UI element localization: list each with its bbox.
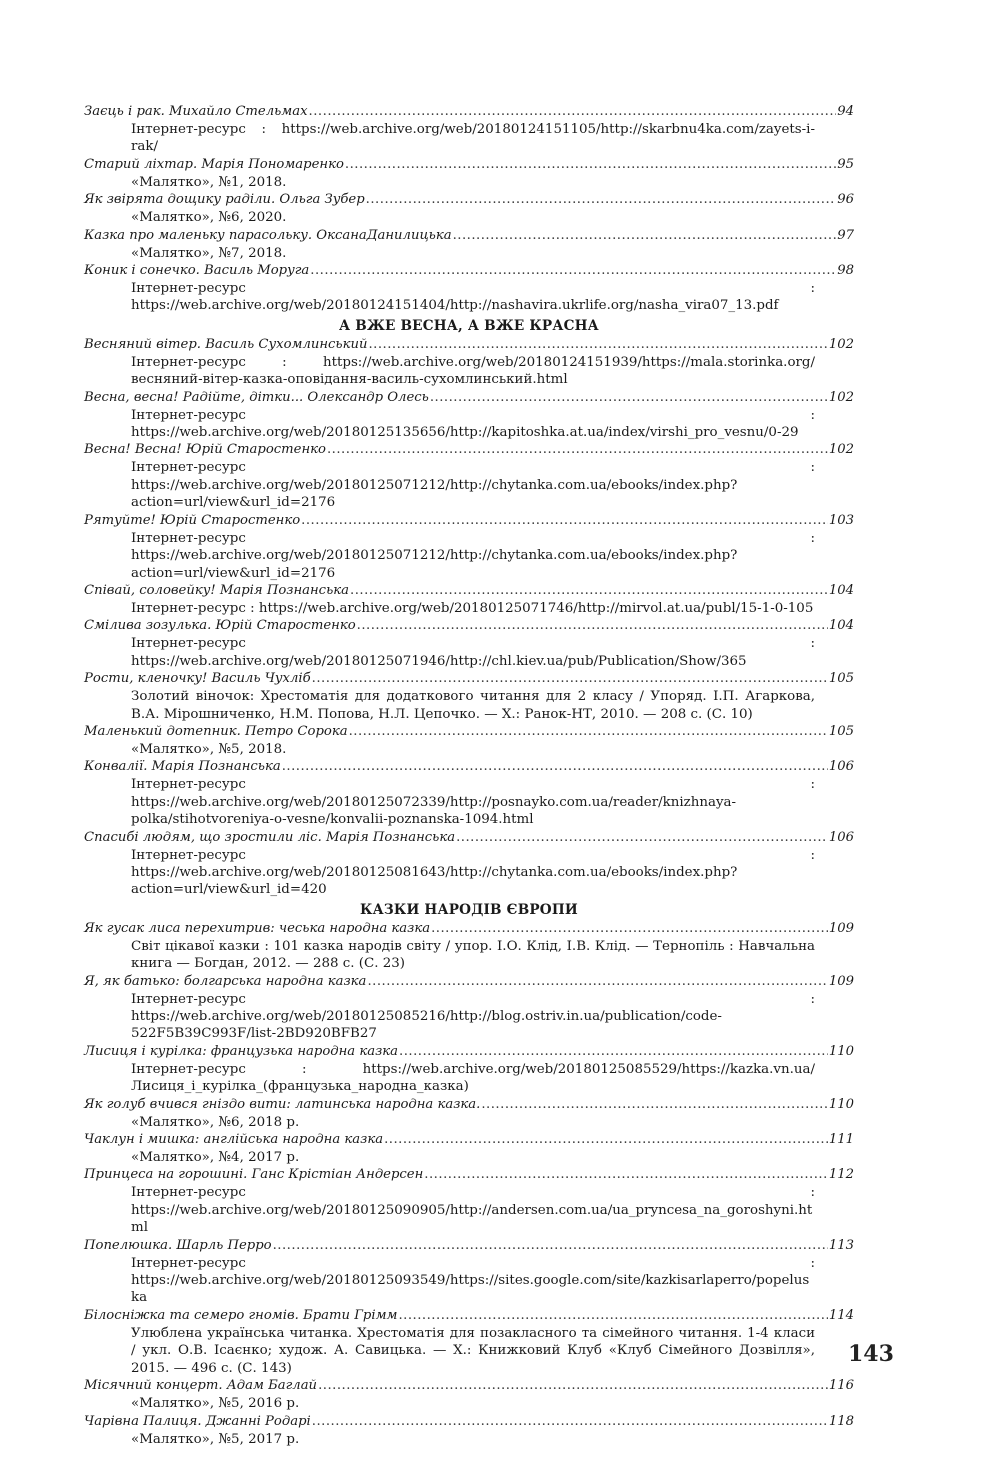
entry-source: Інтернет-ресурс : https://web.archive.org/web/20180125085529/https://kazka.vn.ua/Лисиця_і_курілка_(французька_народна_казка)	[131, 1061, 815, 1095]
entry-page: 94	[837, 104, 854, 119]
dot-leader	[368, 336, 827, 354]
entry-title-line	[84, 227, 854, 245]
dot-leader	[357, 617, 828, 635]
entry-page: 105	[828, 723, 854, 739]
entry-title-line	[84, 441, 854, 459]
toc-entry	[84, 758, 854, 828]
entry-title: Казка про маленьку парасольку. ОксанаДанилицька	[84, 227, 452, 243]
dot-leader	[398, 1307, 827, 1325]
dot-leader	[384, 1131, 828, 1149]
entry-title: Принцеса на горошині. Ганс Крістіан Андерсен	[84, 1167, 424, 1183]
entry-page: 118	[828, 1413, 854, 1429]
dot-leader	[309, 103, 837, 121]
entry-title-line	[84, 336, 854, 354]
dot-leader	[301, 512, 828, 530]
entry-title: Рости, кленочку! Василь Чухліб	[84, 671, 311, 687]
entry-source: Інтернет-ресурс : https://web.archive.org/web/20180125071212/http://chytanka.com.ua/ebooks/index.php?action=url/view&url_id=2176	[131, 460, 815, 511]
table-of-contents	[84, 103, 854, 1448]
toc-entry	[84, 1307, 854, 1377]
entry-source: Золотий віночок: Хрестоматія для додаткового читання для 2 класу / Упоряд. І.П. Агаркова, В.А. Мірошниченко, Н.М. Попова, Н.Л. Цепочко. — Х.: Ранок-НТ, 2010. — 208 с. (С. 10)	[131, 689, 815, 722]
entry-title: Як звірята дощику раділи. Ольга Зубер	[84, 192, 365, 208]
entry-title-line	[84, 1413, 854, 1431]
entry-source: «Малятко», №6, 2020.	[131, 210, 287, 226]
entry-title: Як голуб вчився гніздо вити: латинська народна казка.	[84, 1096, 481, 1112]
section-heading: А ВЖЕ ВЕСНА, А ВЖЕ КРАСНА	[339, 317, 599, 334]
entry-page: 110	[828, 1043, 854, 1059]
entry-title: Чаклун і мишка: англійська народна казка	[84, 1132, 384, 1148]
entry-title-line	[84, 512, 854, 530]
entry-source: Інтернет-ресурс : https://web.archive.org/web/20180125090905/http://andersen.com.ua/ua_pryncesa_na_goroshyni.html	[131, 1185, 815, 1236]
dot-leader	[399, 1043, 828, 1061]
entry-title: Я, як батько: болгарська народна казка	[84, 973, 367, 989]
entry-page: 102	[828, 389, 854, 405]
entry-title: Старий ліхтар. Марія Пономаренко	[84, 156, 344, 172]
dot-leader	[312, 1413, 828, 1431]
dot-leader	[345, 156, 836, 174]
entry-source: Інтернет-ресурс : https://web.archive.org/web/20180125081643/http://chytanka.com.ua/ebooks/index.php?action=url/view&url_id=420	[131, 847, 815, 898]
toc-entry	[84, 389, 854, 442]
toc-entry	[84, 262, 854, 315]
dot-leader	[312, 670, 828, 688]
entry-title: Смілива зозулька. Юрій Старостенко	[84, 618, 356, 634]
page-number: 143	[848, 1341, 894, 1367]
toc-entry	[84, 156, 854, 191]
entry-source: Інтернет-ресурс : https://web.archive.org/web/20180124151404/http://nashavira.ukrlife.org/nasha_vira07_13.pdf	[131, 281, 815, 314]
entry-title: Коник і сонечко. Василь Моруга	[84, 263, 310, 279]
entry-page: 105	[828, 671, 854, 687]
dot-leader	[282, 758, 828, 776]
entry-page: 102	[828, 336, 854, 352]
entry-source: Інтернет-ресурс : https://web.archive.org/web/20180125085216/http://blog.ostriv.in.ua/publication/code-522F5B39C993F/list-2BD920BFB27	[131, 991, 815, 1042]
toc-entry	[84, 1131, 854, 1166]
entry-source: «Малятко», №5, 2016 р.	[131, 1396, 300, 1412]
toc-entry	[84, 1237, 854, 1307]
dot-leader	[431, 920, 828, 938]
entry-title: Попелюшка. Шарль Перро	[84, 1237, 272, 1253]
entry-title: Весна! Весна! Юрій Старостенко	[84, 442, 326, 458]
entry-title: Весняний вітер. Василь Сухомлинський	[84, 336, 368, 352]
entry-source: Інтернет-ресурс : https://web.archive.org/web/20180124151105/http://skarbnu4ka.com/zayets-i-rak/	[131, 122, 815, 155]
toc-entry	[84, 336, 854, 389]
entry-title-line	[84, 1131, 854, 1149]
entry-source: «Малятко», №7, 2018.	[131, 245, 287, 261]
entry-title-line	[84, 1307, 854, 1325]
entry-title: Співай, соловейку! Марія Познанська	[84, 582, 349, 598]
dot-leader	[318, 1377, 828, 1395]
entry-page: 113	[828, 1237, 854, 1253]
entry-source: Інтернет-ресурс : https://web.archive.org/web/20180125093549/https://sites.google.com/site/kazkisarlaperro/popeluska	[131, 1255, 815, 1306]
toc-entry	[84, 670, 854, 723]
entry-page: 98	[837, 263, 854, 279]
entry-title: Лисиця і курілка: французька народна казка	[84, 1043, 399, 1059]
toc-entry	[84, 829, 854, 899]
entry-page: 116	[828, 1378, 854, 1394]
toc-entry	[84, 723, 854, 758]
dot-leader	[310, 262, 836, 280]
dot-leader	[366, 191, 837, 209]
entry-source: Інтернет-ресурс : https://web.archive.org/web/20180125072339/http://posnayko.com.ua/reader/knizhnaya-polka/stihotvoreniya-o-vesne/konvalii-poznanska-1094.html	[131, 777, 815, 828]
entry-title: Конвалії. Марія Познанська	[84, 759, 281, 775]
entry-page: 95	[837, 156, 854, 172]
toc-entry	[84, 973, 854, 1043]
dot-leader	[430, 389, 828, 407]
dot-leader	[367, 973, 827, 991]
entry-source: Улюблена українська читанка. Хрестоматія для позакласного та сімейного читання. 1-4 класи / укл. О.В. Ісаєнко; худож. А. Савицька. — Х.: Книжковий Клуб «Клуб Сімейного Дозвілля», 2015. — 496 с. (С. 143)	[131, 1325, 815, 1376]
entry-title-line	[84, 1377, 854, 1395]
entry-title-line	[84, 973, 854, 991]
toc-group	[84, 901, 854, 1448]
entry-page: 110	[828, 1096, 854, 1112]
toc-entry	[84, 227, 854, 262]
entry-title-line	[84, 1166, 854, 1184]
entry-source: Інтернет-ресурс : https://web.archive.org/web/20180125071946/http://chl.kiev.ua/pub/Publication/Show/365	[131, 636, 815, 669]
toc-entry	[84, 1043, 854, 1096]
toc-entry	[84, 617, 854, 670]
entry-page: 109	[828, 973, 854, 989]
dot-leader	[456, 829, 828, 847]
toc-group	[84, 103, 854, 315]
toc-entry	[84, 1166, 854, 1236]
entry-source: Інтернет-ресурс : https://web.archive.org/web/20180125071212/http://chytanka.com.ua/ebooks/index.php?action=url/view&url_id=2176	[131, 530, 815, 581]
toc-entry	[84, 1413, 854, 1448]
dot-leader	[327, 441, 828, 459]
entry-title: Рятуйте! Юрій Старостенко	[84, 512, 301, 528]
entry-title: Заєць і рак. Михайло Стельмах	[84, 104, 308, 119]
dot-leader	[349, 723, 828, 741]
entry-source: Інтернет-ресурс : https://web.archive.org/web/20180124151939/https://mala.storinka.org/весняний-вітер-казка-оповідання-василь-сухомлинський.html	[131, 354, 815, 388]
toc-entry	[84, 103, 854, 156]
dot-leader	[453, 227, 837, 245]
dot-leader	[273, 1237, 828, 1255]
entry-title-line	[84, 920, 854, 938]
entry-page: 104	[828, 618, 854, 634]
entry-page: 106	[828, 759, 854, 775]
entry-title-line	[84, 191, 854, 209]
entry-title-line	[84, 1043, 854, 1061]
entry-source: «Малятко», №1, 2018.	[131, 174, 287, 190]
entry-source: Світ цікавої казки : 101 казка народів світу / упор. І.О. Клід, І.В. Клід. — Тернопіль : Навчальна книга — Богдан, 2012. — 288 с. (С. 23)	[131, 938, 815, 972]
dot-leader	[350, 582, 828, 600]
entry-page: 106	[828, 829, 854, 845]
entry-page: 102	[828, 442, 854, 458]
entry-title-line	[84, 1237, 854, 1255]
entry-title: Весна, весна! Радійте, дітки... Олександр Олесь	[84, 389, 429, 405]
toc-entry	[84, 441, 854, 511]
entry-source: «Малятко», №6, 2018 р.	[131, 1114, 300, 1130]
entry-title-line	[84, 670, 854, 688]
toc-entry	[84, 920, 854, 973]
entry-source: «Малятко», №5, 2017 р.	[131, 1431, 300, 1447]
entry-page: 109	[828, 920, 854, 936]
entry-source: «Малятко», №4, 2017 р.	[131, 1150, 300, 1166]
entry-page: 97	[837, 227, 854, 243]
entry-title: Спасибі людям, що зростили ліс. Марія Познанська	[84, 829, 456, 845]
toc-entry	[84, 191, 854, 226]
entry-title-line	[84, 103, 854, 121]
entry-page: 111	[828, 1132, 854, 1148]
entry-title: Маленький дотепник. Петро Сорока	[84, 723, 348, 739]
toc-entry	[84, 1377, 854, 1412]
entry-title-line	[84, 262, 854, 280]
entry-source: «Малятко», №5, 2018.	[131, 741, 287, 757]
entry-page: 114	[828, 1307, 854, 1323]
entry-source: Інтернет-ресурс : https://web.archive.org/web/20180125135656/http://kapitoshka.at.ua/index/virshi_pro_vesnu/0-29	[131, 407, 815, 441]
entry-page: 112	[828, 1167, 854, 1183]
entry-page: 96	[837, 192, 854, 208]
entry-title-line	[84, 617, 854, 635]
entry-page: 104	[828, 582, 854, 598]
toc-entry	[84, 512, 854, 582]
dot-leader	[481, 1096, 827, 1114]
toc-group	[84, 317, 854, 899]
toc-entry	[84, 1096, 854, 1131]
toc-entry	[84, 582, 854, 617]
entry-title-line	[84, 1096, 854, 1114]
dot-leader	[424, 1166, 828, 1184]
entry-title-line	[84, 829, 854, 847]
entry-title: Місячний концерт. Адам Баглай	[84, 1378, 318, 1394]
section-heading: КАЗКИ НАРОДІВ ЄВРОПИ	[360, 901, 578, 918]
entry-page: 103	[828, 512, 854, 528]
entry-source: Інтернет-ресурс : https://web.archive.org/web/20180125071746/http://mirvol.at.ua/publ/15-1-0-105	[131, 600, 814, 616]
entry-title: Чарівна Палиця. Джанні Родарі	[84, 1413, 311, 1429]
entry-title: Білосніжка та семеро гномів. Брати Грімм	[84, 1307, 398, 1323]
entry-title-line	[84, 389, 854, 407]
entry-title-line	[84, 758, 854, 776]
entry-title-line	[84, 582, 854, 600]
entry-title-line	[84, 156, 854, 174]
entry-title: Як гусак лиса перехитрив: чеська народна казка	[84, 920, 431, 936]
entry-title-line	[84, 723, 854, 741]
